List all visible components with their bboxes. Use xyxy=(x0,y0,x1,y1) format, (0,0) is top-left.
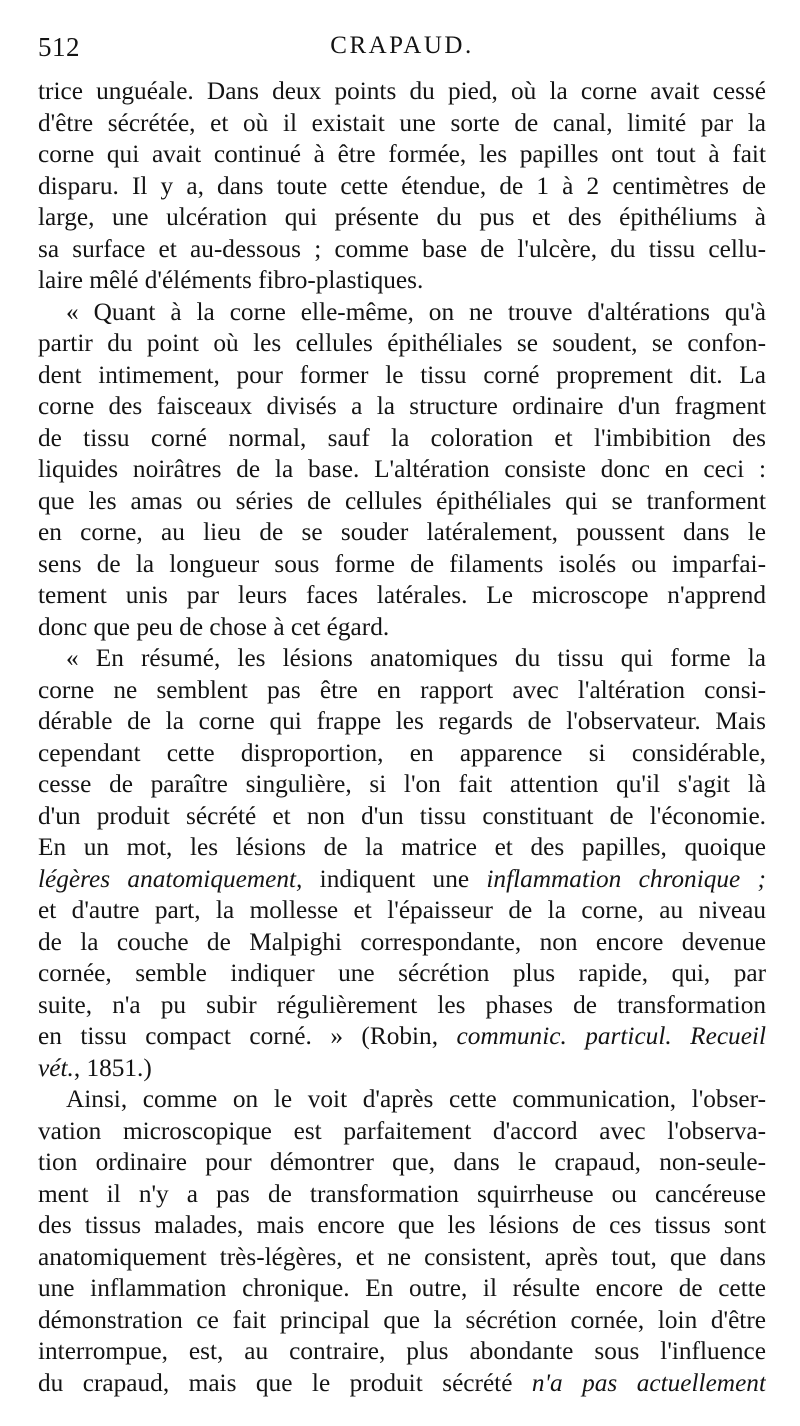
text-line xyxy=(38,738,766,770)
text-run: cependant cette disproportion, en apparence si considérable, xyxy=(38,738,766,767)
text-line xyxy=(38,1336,766,1368)
text-line xyxy=(38,1147,766,1179)
text-run: laire mêlé d'éléments fibro-plastiques. xyxy=(38,266,424,294)
text-run: cornée, semble indiquer une sécrétion plus rapide, qui, par xyxy=(38,959,766,987)
running-head: CRAPAUD. xyxy=(330,32,474,59)
text-run: corne qui avait continué à être formée, les papilles ont tout à fait xyxy=(38,140,766,168)
text-line xyxy=(38,517,766,549)
text-run: dent intimement, pour former le tissu corné proprement dit. La xyxy=(38,360,766,389)
text-run: suite, n'a pu subir régulièrement les phases de transformation xyxy=(38,990,766,1019)
text-line xyxy=(38,990,766,1022)
text-line xyxy=(38,328,766,360)
text-line xyxy=(38,1305,766,1337)
italic-text: communic. particul. Recueil xyxy=(456,1022,766,1050)
text-run: et d'autre part, la mollesse et l'épaisseur de la corne, au niveau xyxy=(38,896,766,924)
text-run: des tissus malades, mais encore que les lésions de ces tissus sont xyxy=(38,1211,766,1239)
text-line xyxy=(38,1021,766,1053)
text-line xyxy=(38,1053,766,1085)
text-run: interrompue, est, au contraire, plus abondante sous l'influence xyxy=(38,1337,766,1365)
text-run: « En résumé, les lésions anatomiques du tissu qui forme la xyxy=(66,644,766,672)
text-line xyxy=(38,391,766,423)
text-line xyxy=(38,76,766,108)
text-line xyxy=(38,454,766,486)
text-run: indiquent une xyxy=(302,864,487,893)
italic-text: n'a pas actuellement xyxy=(531,1368,766,1397)
text-run: du crapaud, mais que le produit sécrété xyxy=(38,1368,532,1397)
text-run: sa surface et au-dessous ; comme base de l'ulcère, du tissu cellu- xyxy=(38,234,766,263)
text-line xyxy=(38,1179,766,1211)
text-line xyxy=(38,234,766,266)
text-line xyxy=(38,801,766,833)
text-line xyxy=(38,202,766,234)
text-line xyxy=(38,1084,766,1116)
text-line xyxy=(38,108,766,140)
text-run: cesse de paraître singulière, si l'on fait attention qu'il s'agit là xyxy=(38,770,766,798)
text-line xyxy=(38,643,766,675)
text-run: tion ordinaire pour démontrer que, dans le crapaud, non-seule- xyxy=(38,1148,766,1176)
text-run: « Quant à la corne elle-même, on ne trouve d'altérations qu'à xyxy=(66,297,766,326)
text-line xyxy=(38,360,766,392)
text-run: , 1851.) xyxy=(73,1053,152,1082)
text-line xyxy=(38,297,766,329)
text-run: corne ne semblent pas être en rapport avec l'altération consi- xyxy=(38,675,766,704)
text-run: une inflammation chronique. En outre, il résulte encore de cette xyxy=(38,1274,766,1302)
text-run: anatomiquement très-légères, et ne consistent, après tout, que dans xyxy=(38,1242,766,1271)
text-line xyxy=(38,864,766,896)
body-text xyxy=(38,76,766,1399)
text-run: vation microscopique est parfaitement d'accord avec l'observa- xyxy=(38,1116,766,1145)
text-line xyxy=(38,1116,766,1148)
text-run: de la couche de Malpighi correspondante, non encore devenue xyxy=(38,927,766,956)
text-line xyxy=(38,171,766,203)
text-line xyxy=(38,139,766,171)
italic-text: vét. xyxy=(38,1053,74,1082)
page-header xyxy=(38,26,766,76)
text-run: partir du point où les cellules épithéliales se soudent, se confon- xyxy=(38,329,766,357)
text-run: trice unguéale. Dans deux points du pied, où la corne avait cessé xyxy=(38,77,766,105)
text-run: d'un produit sécrété et non d'un tissu constituant de l'économie. xyxy=(38,801,766,830)
text-line xyxy=(38,265,766,297)
text-line xyxy=(38,927,766,959)
text-line xyxy=(38,832,766,864)
text-run: dérable de la corne qui frappe les regards de l'observateur. Mais xyxy=(38,707,766,735)
text-line xyxy=(38,580,766,612)
text-run: corne des faisceaux divisés a la structure ordinaire d'un fragment xyxy=(38,392,766,420)
page-number: 512 xyxy=(38,32,80,62)
italic-text: légères anatomiquement, xyxy=(38,864,303,893)
text-run: donc que peu de chose à cet égard. xyxy=(38,612,390,641)
text-run: liquides noirâtres de la base. L'altération consiste donc en ceci : xyxy=(38,455,766,483)
text-line xyxy=(38,486,766,518)
text-run: large, une ulcération qui présente du pus et des épithéliums à xyxy=(38,203,766,231)
text-line xyxy=(38,958,766,990)
text-run: que les amas ou séries de cellules épithéliales qui se tranforment xyxy=(38,486,766,515)
text-line xyxy=(38,769,766,801)
text-run: disparu. Il y a, dans toute cette étendue, de 1 à 2 centimètres de xyxy=(38,171,766,200)
text-line xyxy=(38,1368,766,1400)
text-line xyxy=(38,612,766,644)
text-line xyxy=(38,423,766,455)
text-line xyxy=(38,549,766,581)
text-run: de tissu corné normal, sauf la coloration et l'imbibition des xyxy=(38,423,766,452)
text-run: tement unis par leurs faces latérales. Le microscope n'apprend xyxy=(38,581,766,609)
text-line xyxy=(38,1210,766,1242)
text-run: d'être sécrétée, et où il existait une sorte de canal, limité par la xyxy=(38,108,766,137)
text-run: en corne, au lieu de se souder latéralement, poussent dans le xyxy=(38,518,766,546)
text-line xyxy=(38,675,766,707)
text-run: ment il n'y a pas de transformation squirrheuse ou cancéreuse xyxy=(38,1179,766,1208)
text-line xyxy=(38,706,766,738)
text-line xyxy=(38,1273,766,1305)
text-line xyxy=(38,1242,766,1274)
italic-text: inflammation chronique ; xyxy=(486,864,766,893)
text-run: En un mot, les lésions de la matrice et des papilles, quoique xyxy=(38,833,766,861)
text-run: en tissu compact corné. » (Robin, xyxy=(38,1022,457,1050)
text-run: démonstration ce fait principal que la sécrétion cornée, loin d'être xyxy=(38,1305,766,1334)
text-line xyxy=(38,895,766,927)
text-run: Ainsi, comme on le voit d'après cette communication, l'obser- xyxy=(66,1085,766,1113)
text-run: sens de la longueur sous forme de filaments isolés ou imparfai- xyxy=(38,549,766,578)
